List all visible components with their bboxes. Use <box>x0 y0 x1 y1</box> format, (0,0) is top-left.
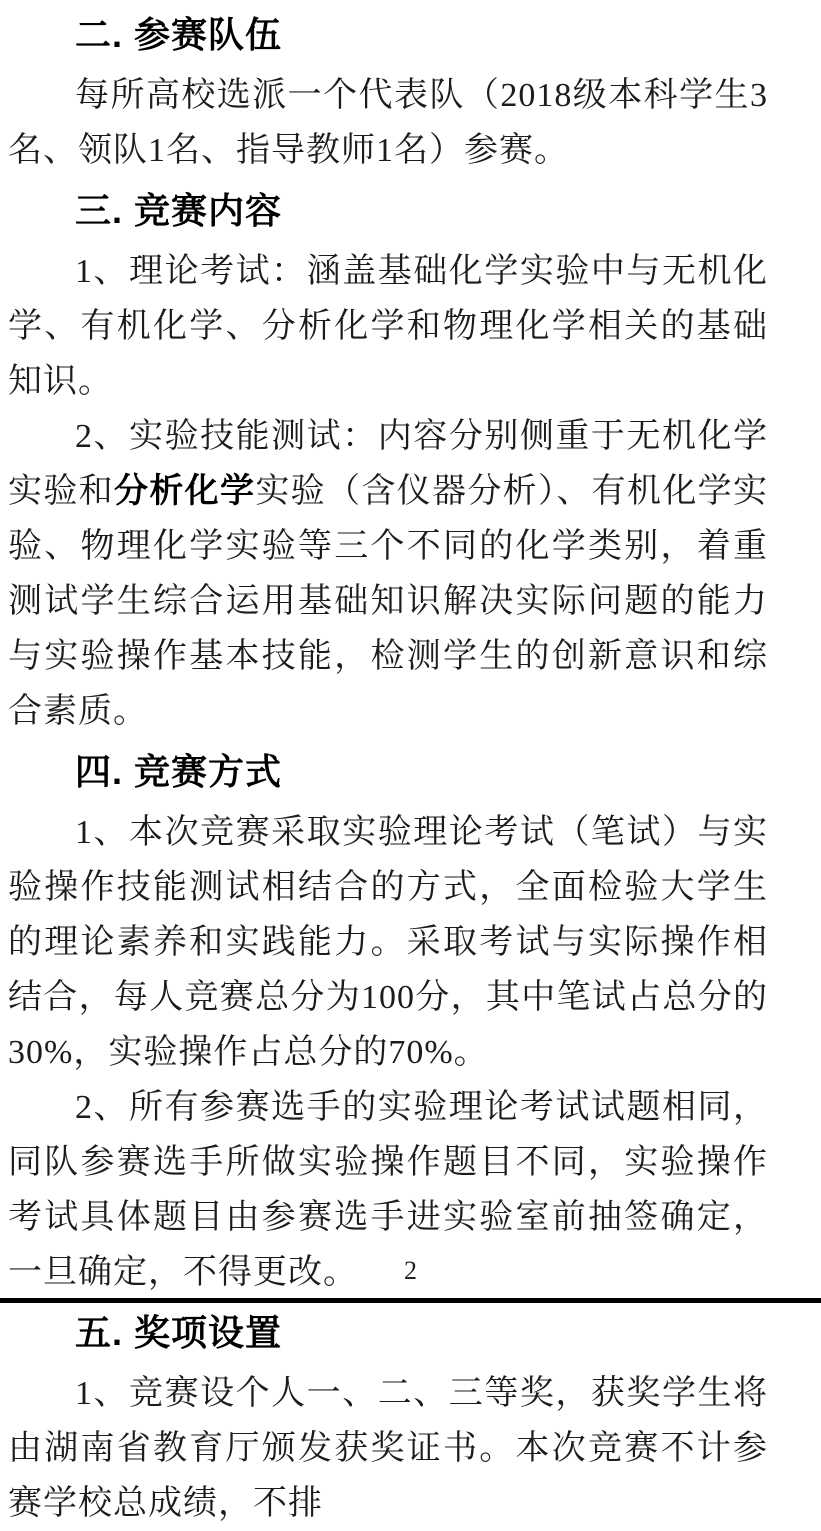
section-heading-content: 三. 竞赛内容 <box>75 190 283 231</box>
skill-test-text-bold: 分析化学 <box>114 473 256 510</box>
paragraph-theory-exam: 1、理论考试：涵盖基础化学实验中与无机化学、有机化学、分析化学和物理化学相关的基础知识。 <box>8 253 768 400</box>
paragraph-method-scoring: 1、本次竞赛采取实验理论考试（笔试）与实验操作技能测试相结合的方式，全面检验大学生的理论素养和实践能力。采取考试与实际操作相结合，每人竞赛总分为100分，其中笔试占总分的30%，实验操作占总分的70%。 <box>8 814 768 1071</box>
paragraph-skill-test <box>8 409 768 739</box>
page-number: 2 <box>404 1256 417 1285</box>
skill-test-text-pre: 2、实验技能测试：内容分别侧重于无机化学实验和 <box>8 418 768 510</box>
section-heading-awards: 五. 奖项设置 <box>75 1312 283 1353</box>
paragraph-method-lottery: 2、所有参赛选手的实验理论考试试题相同，同队参赛选手所做实验操作题目不同，实验操作考试具体题目由参赛选手进实验室前抽签确定，一旦确定，不得更改。 <box>8 1089 768 1291</box>
paragraph-teams: 每所高校选派一个代表队（2018级本科学生3名、领队1名、指导教师1名）参赛。 <box>8 77 768 169</box>
skill-test-text-post: 实验（含仪器分析）、有机化学实验、物理化学实验等三个不同的化学类别，着重测试学生综合运用基础知识解决实际问题的能力与实验操作基本技能，检测学生的创新意识和综合素质。 <box>8 473 769 730</box>
paragraph-awards: 1、竞赛设个人一、二、三等奖，获奖学生将由湖南省教育厅颁发获奖证书。本次竞赛不计参赛学校总成绩，不排 <box>8 1375 768 1522</box>
bottom-rule-divider <box>0 1298 821 1303</box>
section-heading-method: 四. 竞赛方式 <box>75 751 283 792</box>
section-heading-teams: 二. 参赛队伍 <box>75 14 283 55</box>
